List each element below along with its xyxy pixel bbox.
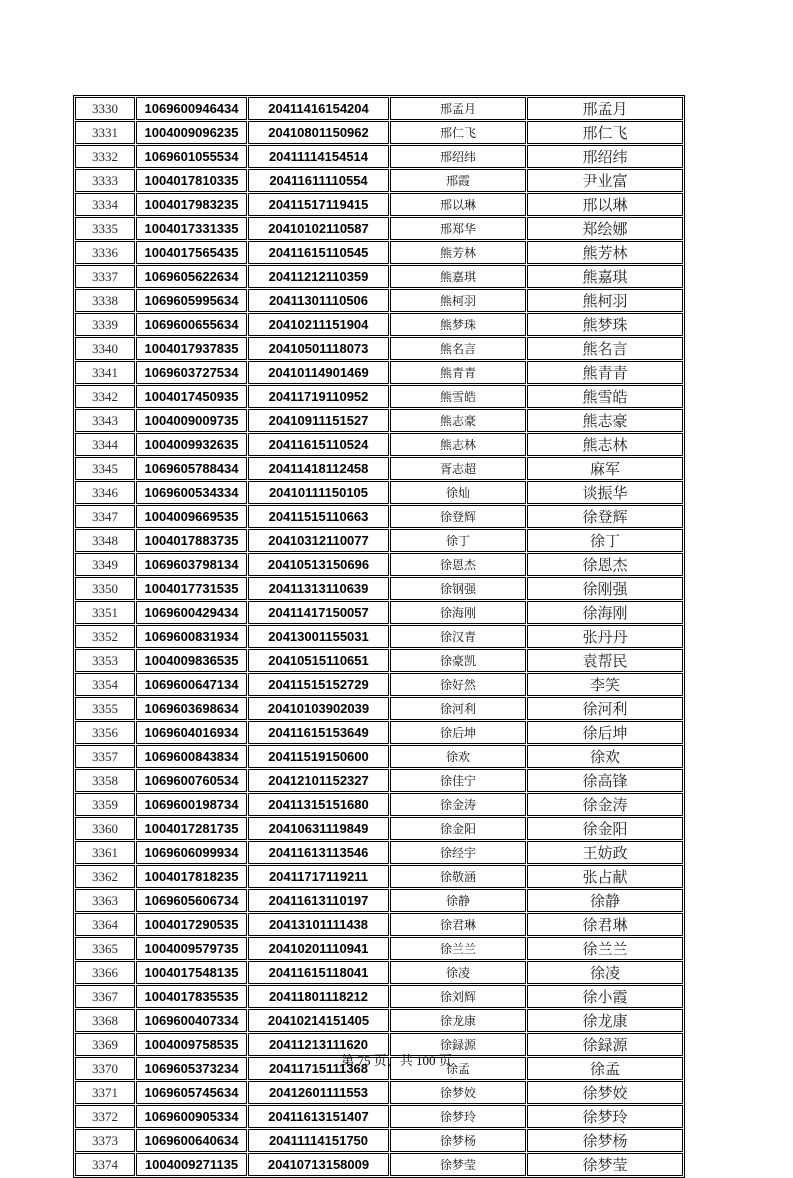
sequence-cell: 3374 bbox=[75, 1153, 135, 1176]
confirmed-name-cell: 徐梦姣 bbox=[527, 1081, 683, 1104]
table-row bbox=[75, 193, 683, 216]
confirmed-name-cell: 徐兰兰 bbox=[527, 937, 683, 960]
exam-number-cell: 20411114151750 bbox=[248, 1129, 389, 1152]
sequence-cell: 3344 bbox=[75, 433, 135, 456]
confirmed-name-cell: 徐欢 bbox=[527, 745, 683, 768]
confirmed-name-cell: 徐梦玲 bbox=[527, 1105, 683, 1128]
confirmed-name-cell: 熊名言 bbox=[527, 337, 683, 360]
confirmed-name-cell: 徐河利 bbox=[527, 697, 683, 720]
confirmed-name-cell: 郑绘娜 bbox=[527, 217, 683, 240]
confirmed-name-cell: 徐君琳 bbox=[527, 913, 683, 936]
confirmed-name-cell: 徐録源 bbox=[527, 1033, 683, 1056]
roster-table-body bbox=[75, 97, 683, 1176]
id-number-cell: 1069603727534 bbox=[136, 361, 247, 384]
id-number-cell: 1004017835535 bbox=[136, 985, 247, 1008]
name-cell: 熊芳林 bbox=[390, 241, 526, 264]
sequence-cell: 3334 bbox=[75, 193, 135, 216]
table-row bbox=[75, 673, 683, 696]
exam-number-cell: 20411715111368 bbox=[248, 1057, 389, 1080]
name-cell: 徐钢强 bbox=[390, 577, 526, 600]
confirmed-name-cell: 尹业富 bbox=[527, 169, 683, 192]
exam-number-cell: 20411615153649 bbox=[248, 721, 389, 744]
name-cell: 邢郑华 bbox=[390, 217, 526, 240]
exam-number-cell: 20410713158009 bbox=[248, 1153, 389, 1176]
confirmed-name-cell: 徐刚强 bbox=[527, 577, 683, 600]
exam-number-cell: 20411212110359 bbox=[248, 265, 389, 288]
exam-number-cell: 20411719110952 bbox=[248, 385, 389, 408]
confirmed-name-cell: 徐海刚 bbox=[527, 601, 683, 624]
sequence-cell: 3367 bbox=[75, 985, 135, 1008]
confirmed-name-cell: 徐梦杨 bbox=[527, 1129, 683, 1152]
exam-number-cell: 20410103902039 bbox=[248, 697, 389, 720]
table-row bbox=[75, 577, 683, 600]
sequence-cell: 3356 bbox=[75, 721, 135, 744]
sequence-cell: 3339 bbox=[75, 313, 135, 336]
exam-number-cell: 20410515110651 bbox=[248, 649, 389, 672]
confirmed-name-cell: 邢仁飞 bbox=[527, 121, 683, 144]
name-cell: 徐録源 bbox=[390, 1033, 526, 1056]
name-cell: 徐豪凯 bbox=[390, 649, 526, 672]
name-cell: 熊雪皓 bbox=[390, 385, 526, 408]
sequence-cell: 3365 bbox=[75, 937, 135, 960]
page-footer: 第 75 页，共 100 页 bbox=[341, 1053, 452, 1068]
id-number-cell: 1069601055534 bbox=[136, 145, 247, 168]
confirmed-name-cell: 徐后坤 bbox=[527, 721, 683, 744]
sequence-cell: 3330 bbox=[75, 97, 135, 120]
id-number-cell: 1069600843834 bbox=[136, 745, 247, 768]
name-cell: 徐静 bbox=[390, 889, 526, 912]
name-cell: 徐汉青 bbox=[390, 625, 526, 648]
sequence-cell: 3350 bbox=[75, 577, 135, 600]
sequence-cell: 3343 bbox=[75, 409, 135, 432]
confirmed-name-cell: 徐丁 bbox=[527, 529, 683, 552]
name-cell: 胥志超 bbox=[390, 457, 526, 480]
confirmed-name-cell: 徐金涛 bbox=[527, 793, 683, 816]
confirmed-name-cell: 徐登辉 bbox=[527, 505, 683, 528]
exam-number-cell: 20411515152729 bbox=[248, 673, 389, 696]
exam-number-cell: 20412601111553 bbox=[248, 1081, 389, 1104]
sequence-cell: 3352 bbox=[75, 625, 135, 648]
confirmed-name-cell: 邢孟月 bbox=[527, 97, 683, 120]
confirmed-name-cell: 谈振华 bbox=[527, 481, 683, 504]
name-cell: 熊梦珠 bbox=[390, 313, 526, 336]
table-row bbox=[75, 433, 683, 456]
id-number-cell: 1069600946434 bbox=[136, 97, 247, 120]
name-cell: 熊嘉琪 bbox=[390, 265, 526, 288]
id-number-cell: 1069605606734 bbox=[136, 889, 247, 912]
confirmed-name-cell: 熊雪皓 bbox=[527, 385, 683, 408]
table-row bbox=[75, 145, 683, 168]
sequence-cell: 3338 bbox=[75, 289, 135, 312]
confirmed-name-cell: 麻军 bbox=[527, 457, 683, 480]
table-row bbox=[75, 457, 683, 480]
id-number-cell: 1069600655634 bbox=[136, 313, 247, 336]
sequence-cell: 3349 bbox=[75, 553, 135, 576]
sequence-cell: 3372 bbox=[75, 1105, 135, 1128]
id-number-cell: 1069605745634 bbox=[136, 1081, 247, 1104]
id-number-cell: 1069600198734 bbox=[136, 793, 247, 816]
exam-number-cell: 20413101111438 bbox=[248, 913, 389, 936]
name-cell: 邢以琳 bbox=[390, 193, 526, 216]
exam-number-cell: 20411611110554 bbox=[248, 169, 389, 192]
exam-number-cell: 20411418112458 bbox=[248, 457, 389, 480]
exam-number-cell: 20411613110197 bbox=[248, 889, 389, 912]
table-row bbox=[75, 313, 683, 336]
sequence-cell: 3369 bbox=[75, 1033, 135, 1056]
sequence-cell: 3359 bbox=[75, 793, 135, 816]
name-cell: 徐梦玲 bbox=[390, 1105, 526, 1128]
id-number-cell: 1069605622634 bbox=[136, 265, 247, 288]
confirmed-name-cell: 徐金阳 bbox=[527, 817, 683, 840]
table-row bbox=[75, 97, 683, 120]
sequence-cell: 3340 bbox=[75, 337, 135, 360]
sequence-cell: 3363 bbox=[75, 889, 135, 912]
sequence-cell: 3364 bbox=[75, 913, 135, 936]
name-cell: 熊青青 bbox=[390, 361, 526, 384]
confirmed-name-cell: 熊柯羽 bbox=[527, 289, 683, 312]
confirmed-name-cell: 邢绍纬 bbox=[527, 145, 683, 168]
name-cell: 徐梦杨 bbox=[390, 1129, 526, 1152]
table-row bbox=[75, 217, 683, 240]
table-row bbox=[75, 265, 683, 288]
exam-number-cell: 20411613151407 bbox=[248, 1105, 389, 1128]
sequence-cell: 3337 bbox=[75, 265, 135, 288]
table-row bbox=[75, 817, 683, 840]
confirmed-name-cell: 熊志林 bbox=[527, 433, 683, 456]
id-number-cell: 1069600407334 bbox=[136, 1009, 247, 1032]
id-number-cell: 1004009579735 bbox=[136, 937, 247, 960]
name-cell: 徐恩杰 bbox=[390, 553, 526, 576]
id-number-cell: 1069603798134 bbox=[136, 553, 247, 576]
id-number-cell: 1004017818235 bbox=[136, 865, 247, 888]
sequence-cell: 3354 bbox=[75, 673, 135, 696]
table-row bbox=[75, 529, 683, 552]
name-cell: 熊名言 bbox=[390, 337, 526, 360]
name-cell: 徐佳宁 bbox=[390, 769, 526, 792]
sequence-cell: 3368 bbox=[75, 1009, 135, 1032]
id-number-cell: 1004017937835 bbox=[136, 337, 247, 360]
id-number-cell: 1004017731535 bbox=[136, 577, 247, 600]
name-cell: 徐后坤 bbox=[390, 721, 526, 744]
confirmed-name-cell: 熊芳林 bbox=[527, 241, 683, 264]
name-cell: 徐敬涵 bbox=[390, 865, 526, 888]
name-cell: 徐梦姣 bbox=[390, 1081, 526, 1104]
id-number-cell: 1069606099934 bbox=[136, 841, 247, 864]
name-cell: 熊志豪 bbox=[390, 409, 526, 432]
id-number-cell: 1004009836535 bbox=[136, 649, 247, 672]
confirmed-name-cell: 李笑 bbox=[527, 673, 683, 696]
table-row bbox=[75, 169, 683, 192]
id-number-cell: 1069600647134 bbox=[136, 673, 247, 696]
table-row bbox=[75, 409, 683, 432]
name-cell: 徐金阳 bbox=[390, 817, 526, 840]
sequence-cell: 3351 bbox=[75, 601, 135, 624]
id-number-cell: 1069604016934 bbox=[136, 721, 247, 744]
confirmed-name-cell: 徐梦莹 bbox=[527, 1153, 683, 1176]
name-cell: 徐兰兰 bbox=[390, 937, 526, 960]
confirmed-name-cell: 徐龙康 bbox=[527, 1009, 683, 1032]
exam-number-cell: 20410114901469 bbox=[248, 361, 389, 384]
exam-number-cell: 20411613113546 bbox=[248, 841, 389, 864]
sequence-cell: 3370 bbox=[75, 1057, 135, 1080]
sequence-cell: 3361 bbox=[75, 841, 135, 864]
id-number-cell: 1004017450935 bbox=[136, 385, 247, 408]
sequence-cell: 3362 bbox=[75, 865, 135, 888]
confirmed-name-cell: 徐恩杰 bbox=[527, 553, 683, 576]
sequence-cell: 3336 bbox=[75, 241, 135, 264]
exam-number-cell: 20411517119415 bbox=[248, 193, 389, 216]
exam-number-cell: 20410501118073 bbox=[248, 337, 389, 360]
id-number-cell: 1004017548135 bbox=[136, 961, 247, 984]
id-number-cell: 1004009758535 bbox=[136, 1033, 247, 1056]
confirmed-name-cell: 徐静 bbox=[527, 889, 683, 912]
name-cell: 徐经宇 bbox=[390, 841, 526, 864]
exam-number-cell: 20411717119211 bbox=[248, 865, 389, 888]
confirmed-name-cell: 熊青青 bbox=[527, 361, 683, 384]
exam-number-cell: 20411801118212 bbox=[248, 985, 389, 1008]
exam-number-cell: 20410801150962 bbox=[248, 121, 389, 144]
exam-number-cell: 20411315151680 bbox=[248, 793, 389, 816]
table-row bbox=[75, 649, 683, 672]
sequence-cell: 3345 bbox=[75, 457, 135, 480]
id-number-cell: 1069600640634 bbox=[136, 1129, 247, 1152]
id-number-cell: 1004017331335 bbox=[136, 217, 247, 240]
name-cell: 邢霞 bbox=[390, 169, 526, 192]
confirmed-name-cell: 袁帮民 bbox=[527, 649, 683, 672]
id-number-cell: 1069600534334 bbox=[136, 481, 247, 504]
exam-number-cell: 20411213111620 bbox=[248, 1033, 389, 1056]
table-row bbox=[75, 505, 683, 528]
id-number-cell: 1004017883735 bbox=[136, 529, 247, 552]
confirmed-name-cell: 熊梦珠 bbox=[527, 313, 683, 336]
name-cell: 徐河利 bbox=[390, 697, 526, 720]
exam-number-cell: 20411114154514 bbox=[248, 145, 389, 168]
exam-number-cell: 20411515110663 bbox=[248, 505, 389, 528]
name-cell: 徐海刚 bbox=[390, 601, 526, 624]
confirmed-name-cell: 张丹丹 bbox=[527, 625, 683, 648]
table-row bbox=[75, 1081, 683, 1104]
sequence-cell: 3333 bbox=[75, 169, 135, 192]
table-row bbox=[75, 985, 683, 1008]
id-number-cell: 1004009932635 bbox=[136, 433, 247, 456]
exam-number-cell: 20411416154204 bbox=[248, 97, 389, 120]
name-cell: 熊志林 bbox=[390, 433, 526, 456]
id-number-cell: 1069605788434 bbox=[136, 457, 247, 480]
name-cell: 徐丁 bbox=[390, 529, 526, 552]
confirmed-name-cell: 熊嘉琪 bbox=[527, 265, 683, 288]
name-cell: 徐君琳 bbox=[390, 913, 526, 936]
table-row bbox=[75, 361, 683, 384]
sequence-cell: 3360 bbox=[75, 817, 135, 840]
id-number-cell: 1004009669535 bbox=[136, 505, 247, 528]
exam-number-cell: 20412101152327 bbox=[248, 769, 389, 792]
name-cell: 徐登辉 bbox=[390, 505, 526, 528]
table-row bbox=[75, 625, 683, 648]
exam-number-cell: 20410911151527 bbox=[248, 409, 389, 432]
table-row bbox=[75, 865, 683, 888]
exam-number-cell: 20413001155031 bbox=[248, 625, 389, 648]
table-row bbox=[75, 769, 683, 792]
name-cell: 徐孟 bbox=[390, 1057, 526, 1080]
sequence-cell: 3371 bbox=[75, 1081, 135, 1104]
exam-number-cell: 20411301110506 bbox=[248, 289, 389, 312]
id-number-cell: 1069603698634 bbox=[136, 697, 247, 720]
table-row bbox=[75, 721, 683, 744]
name-cell: 徐梦莹 bbox=[390, 1153, 526, 1176]
table-row bbox=[75, 913, 683, 936]
sequence-cell: 3366 bbox=[75, 961, 135, 984]
sequence-cell: 3353 bbox=[75, 649, 135, 672]
sequence-cell: 3348 bbox=[75, 529, 135, 552]
sequence-cell: 3355 bbox=[75, 697, 135, 720]
name-cell: 徐金涛 bbox=[390, 793, 526, 816]
confirmed-name-cell: 徐高锋 bbox=[527, 769, 683, 792]
confirmed-name-cell: 徐孟 bbox=[527, 1057, 683, 1080]
name-cell: 邢孟月 bbox=[390, 97, 526, 120]
table-row bbox=[75, 241, 683, 264]
table-row bbox=[75, 385, 683, 408]
table-row bbox=[75, 1129, 683, 1152]
name-cell: 徐灿 bbox=[390, 481, 526, 504]
roster-table bbox=[73, 95, 685, 1178]
table-row bbox=[75, 745, 683, 768]
table-row bbox=[75, 121, 683, 144]
id-number-cell: 1069605995634 bbox=[136, 289, 247, 312]
table-row bbox=[75, 793, 683, 816]
exam-number-cell: 20411313110639 bbox=[248, 577, 389, 600]
name-cell: 徐凌 bbox=[390, 961, 526, 984]
exam-number-cell: 20410211151904 bbox=[248, 313, 389, 336]
sequence-cell: 3358 bbox=[75, 769, 135, 792]
id-number-cell: 1069600905334 bbox=[136, 1105, 247, 1128]
exam-number-cell: 20410513150696 bbox=[248, 553, 389, 576]
table-row bbox=[75, 1009, 683, 1032]
id-number-cell: 1004017290535 bbox=[136, 913, 247, 936]
name-cell: 徐龙康 bbox=[390, 1009, 526, 1032]
sequence-cell: 3331 bbox=[75, 121, 135, 144]
table-row bbox=[75, 553, 683, 576]
table-row bbox=[75, 1153, 683, 1176]
id-number-cell: 1004009096235 bbox=[136, 121, 247, 144]
sequence-cell: 3347 bbox=[75, 505, 135, 528]
sequence-cell: 3332 bbox=[75, 145, 135, 168]
sequence-cell: 3342 bbox=[75, 385, 135, 408]
table-row bbox=[75, 841, 683, 864]
exam-number-cell: 20410201110941 bbox=[248, 937, 389, 960]
table-row bbox=[75, 289, 683, 312]
id-number-cell: 1004009271135 bbox=[136, 1153, 247, 1176]
name-cell: 徐好然 bbox=[390, 673, 526, 696]
confirmed-name-cell: 熊志豪 bbox=[527, 409, 683, 432]
table-row bbox=[75, 1105, 683, 1128]
table-row bbox=[75, 961, 683, 984]
confirmed-name-cell: 张占献 bbox=[527, 865, 683, 888]
name-cell: 熊柯羽 bbox=[390, 289, 526, 312]
exam-number-cell: 20411615110524 bbox=[248, 433, 389, 456]
confirmed-name-cell: 徐小霞 bbox=[527, 985, 683, 1008]
table-row bbox=[75, 601, 683, 624]
id-number-cell: 1004017565435 bbox=[136, 241, 247, 264]
exam-number-cell: 20411417150057 bbox=[248, 601, 389, 624]
id-number-cell: 1069605373234 bbox=[136, 1057, 247, 1080]
exam-number-cell: 20410312110077 bbox=[248, 529, 389, 552]
exam-number-cell: 20411519150600 bbox=[248, 745, 389, 768]
name-cell: 邢绍纬 bbox=[390, 145, 526, 168]
confirmed-name-cell: 王妨政 bbox=[527, 841, 683, 864]
exam-number-cell: 20410631119849 bbox=[248, 817, 389, 840]
sequence-cell: 3341 bbox=[75, 361, 135, 384]
table-row bbox=[75, 481, 683, 504]
confirmed-name-cell: 徐凌 bbox=[527, 961, 683, 984]
table-row bbox=[75, 337, 683, 360]
id-number-cell: 1069600831934 bbox=[136, 625, 247, 648]
id-number-cell: 1004017983235 bbox=[136, 193, 247, 216]
name-cell: 徐欢 bbox=[390, 745, 526, 768]
table-row bbox=[75, 697, 683, 720]
exam-number-cell: 20411615118041 bbox=[248, 961, 389, 984]
sequence-cell: 3335 bbox=[75, 217, 135, 240]
name-cell: 徐刘辉 bbox=[390, 985, 526, 1008]
sequence-cell: 3357 bbox=[75, 745, 135, 768]
id-number-cell: 1069600429434 bbox=[136, 601, 247, 624]
table-row bbox=[75, 889, 683, 912]
exam-number-cell: 20410102110587 bbox=[248, 217, 389, 240]
table-row bbox=[75, 937, 683, 960]
sequence-cell: 3373 bbox=[75, 1129, 135, 1152]
name-cell: 邢仁飞 bbox=[390, 121, 526, 144]
exam-number-cell: 20410214151405 bbox=[248, 1009, 389, 1032]
exam-number-cell: 20410111150105 bbox=[248, 481, 389, 504]
id-number-cell: 1004009009735 bbox=[136, 409, 247, 432]
id-number-cell: 1004017810335 bbox=[136, 169, 247, 192]
id-number-cell: 1004017281735 bbox=[136, 817, 247, 840]
id-number-cell: 1069600760534 bbox=[136, 769, 247, 792]
confirmed-name-cell: 邢以琳 bbox=[527, 193, 683, 216]
exam-number-cell: 20411615110545 bbox=[248, 241, 389, 264]
sequence-cell: 3346 bbox=[75, 481, 135, 504]
